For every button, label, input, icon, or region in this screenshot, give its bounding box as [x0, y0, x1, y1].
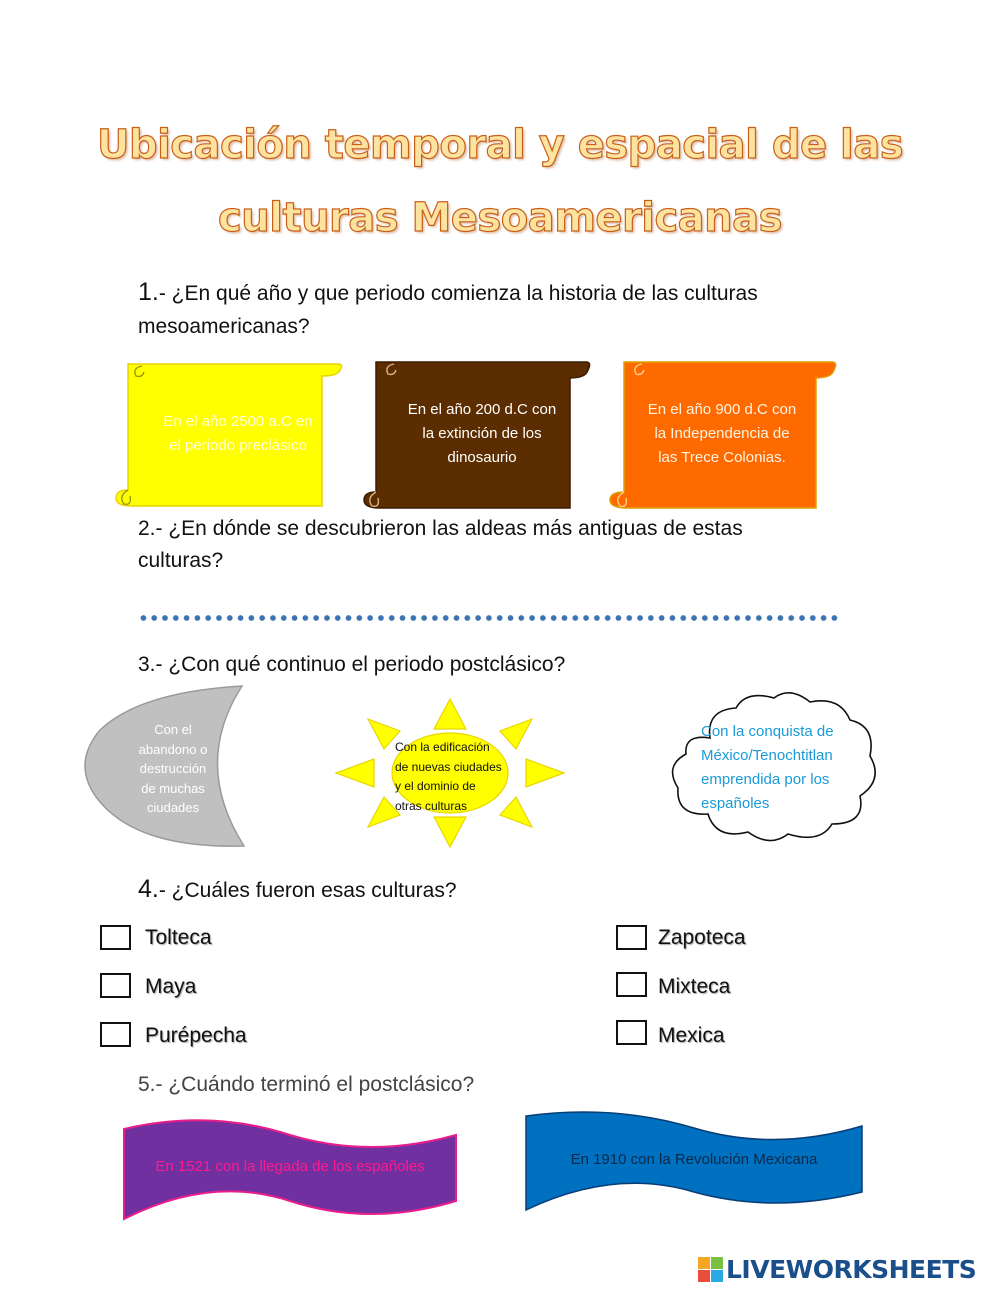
question-1 — [138, 276, 758, 310]
checkbox-purepecha[interactable] — [100, 1022, 131, 1047]
q3-option-2-line: otras culturas — [395, 798, 468, 813]
checkbox-mexica[interactable] — [616, 1020, 647, 1045]
q5-option-2-text: En 1910 con la Revolución Mexicana — [570, 1151, 818, 1168]
q5-option-1-text: En 1521 con la llegada de los españoles — [155, 1158, 425, 1175]
question-2-text-line1: 2.- ¿En dónde se descubrieron las aldeas más antiguas de estas — [138, 517, 743, 540]
q3-option-3-line: emprendida por los — [701, 771, 830, 788]
q1-option-2-line: la extinción de los — [422, 425, 542, 442]
question-2-text-line2: culturas? — [138, 549, 224, 572]
q1-option-2-line: dinosaurio — [447, 449, 517, 466]
question-4 — [138, 873, 457, 907]
q3-option-1-line: abandono o — [138, 741, 208, 757]
question-4-number: 4. — [138, 875, 159, 903]
liveworksheets-logo-icon — [698, 1257, 724, 1283]
page-title-line1: Ubicación temporal y espacial de las — [96, 122, 904, 168]
liveworksheets-logo-text: LIVEWORKSHEETS — [726, 1255, 977, 1284]
q1-option-1-line: En el año 2500 a.C en — [163, 413, 313, 430]
q1-option-2-text — [382, 398, 582, 470]
answer-dotted-line[interactable] — [138, 612, 838, 624]
checkbox-maya[interactable] — [100, 973, 131, 998]
q3-option-3-line: españoles — [701, 795, 770, 812]
page-title-line2: culturas Mesoamericanas — [218, 195, 782, 241]
q3-option-3-line: México/Tenochtitlan — [701, 747, 833, 764]
q3-option-2-line: Con la edificación — [395, 740, 490, 754]
question-3-text: 3.- ¿Con qué continuo el periodo postclásico? — [138, 653, 566, 676]
q3-option-1-text — [118, 720, 228, 818]
q1-option-3-line: la Independencia de — [654, 425, 790, 442]
question-5-text: 5.- ¿Cuándo terminó el postclásico? — [138, 1073, 475, 1096]
q3-option-2-line: de nuevas ciudades — [395, 759, 502, 774]
checkbox-label: Mixteca — [658, 975, 731, 998]
q3-option-2-line: y el dominio de — [395, 779, 476, 793]
q3-option-1-line: Con el — [154, 722, 192, 737]
question-4-text: - ¿Cuáles fueron esas culturas? — [158, 879, 457, 902]
checkbox-label: Mexica — [658, 1024, 725, 1047]
q1-option-1-line: el periodo preclásico — [169, 437, 307, 454]
liveworksheets-logo[interactable] — [698, 1255, 994, 1285]
question-1-number: 1. — [138, 278, 159, 306]
checkbox-mixteca[interactable] — [616, 972, 647, 997]
q1-option-2-line: En el año 200 d.C con — [407, 401, 557, 418]
q3-option-2-text — [395, 738, 515, 816]
checkbox-label: Tolteca — [145, 926, 212, 949]
q3-option-1-line: de muchas — [141, 780, 205, 796]
q1-option-1-text — [138, 410, 338, 458]
q3-option-1-line: ciudades — [146, 800, 200, 815]
checkbox-zapoteca[interactable] — [616, 925, 647, 950]
q1-option-3-text — [622, 398, 822, 470]
question-1-text-line1: - ¿En qué año y que periodo comienza la historia de las culturas — [158, 282, 758, 305]
q3-option-1-line: destrucción — [139, 761, 207, 776]
q1-option-3-line: las Trece Colonias. — [658, 449, 786, 466]
q1-option-3-line: En el año 900 d.C con — [647, 401, 797, 418]
question-1-text-line2: mesoamericanas? — [138, 315, 310, 338]
q3-option-3-line: Con la conquista de — [701, 723, 834, 740]
checkbox-label: Purépecha — [145, 1024, 247, 1047]
checkbox-label: Zapoteca — [658, 926, 746, 949]
q3-option-3-text — [701, 720, 871, 816]
checkbox-tolteca[interactable] — [100, 925, 131, 950]
checkbox-label: Maya — [145, 975, 197, 998]
